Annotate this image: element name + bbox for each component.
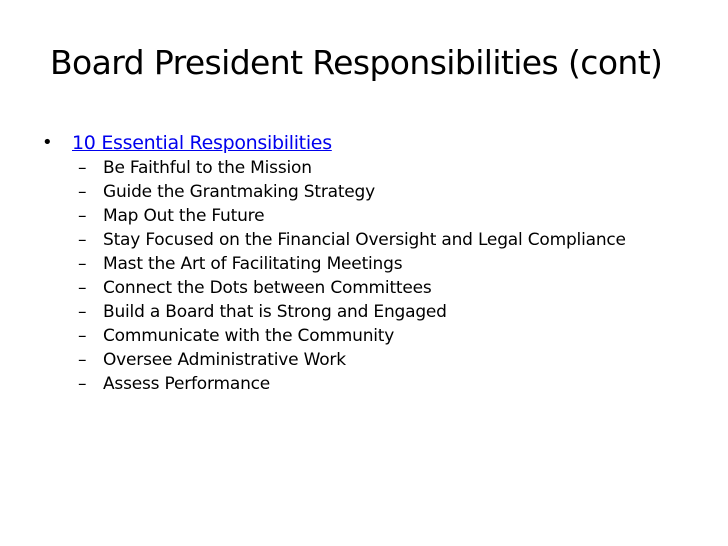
sub-item-text: Communicate with the Community (103, 326, 395, 346)
sub-item-text: Guide the Grantmaking Strategy (103, 182, 376, 202)
sub-item-text: Assess Performance (103, 374, 271, 394)
dash-marker: – (78, 182, 87, 202)
bullet-list (40, 130, 680, 399)
sub-list (72, 159, 680, 393)
dash-marker: – (78, 254, 87, 274)
dash-marker: – (78, 230, 87, 250)
dash-marker: – (78, 326, 87, 346)
sub-item-facilitating-meetings (72, 255, 680, 273)
bullet-item (40, 130, 680, 393)
sub-item-connect-committees (72, 279, 680, 297)
sub-item-faithful-to-mission (72, 159, 680, 177)
essential-responsibilities-link[interactable]: 10 Essential Responsibilities (72, 132, 332, 154)
sub-item-text: Oversee Administrative Work (103, 350, 346, 370)
dash-marker: – (78, 278, 87, 298)
dash-marker: – (78, 374, 87, 394)
sub-item-assess-performance (72, 375, 680, 393)
slide-title: Board President Responsibilities (cont) (50, 43, 663, 82)
sub-item-build-board (72, 303, 680, 321)
bullet-marker: • (42, 132, 53, 153)
sub-item-text: Map Out the Future (103, 206, 265, 226)
dash-marker: – (78, 302, 87, 322)
sub-item-text: Build a Board that is Strong and Engaged (103, 302, 447, 322)
sub-item-text: Mast the Art of Facilitating Meetings (103, 254, 403, 274)
sub-item-administrative-work (72, 351, 680, 369)
sub-item-text: Be Faithful to the Mission (103, 158, 312, 178)
sub-item-financial-oversight (72, 231, 680, 249)
sub-item-text: Connect the Dots between Committees (103, 278, 432, 298)
sub-item-text: Stay Focused on the Financial Oversight and Legal Compliance (103, 230, 626, 250)
sub-item-map-out-future (72, 207, 680, 225)
sub-item-grantmaking-strategy (72, 183, 680, 201)
dash-marker: – (78, 158, 87, 178)
sub-item-communicate-community (72, 327, 680, 345)
dash-marker: – (78, 206, 87, 226)
dash-marker: – (78, 350, 87, 370)
